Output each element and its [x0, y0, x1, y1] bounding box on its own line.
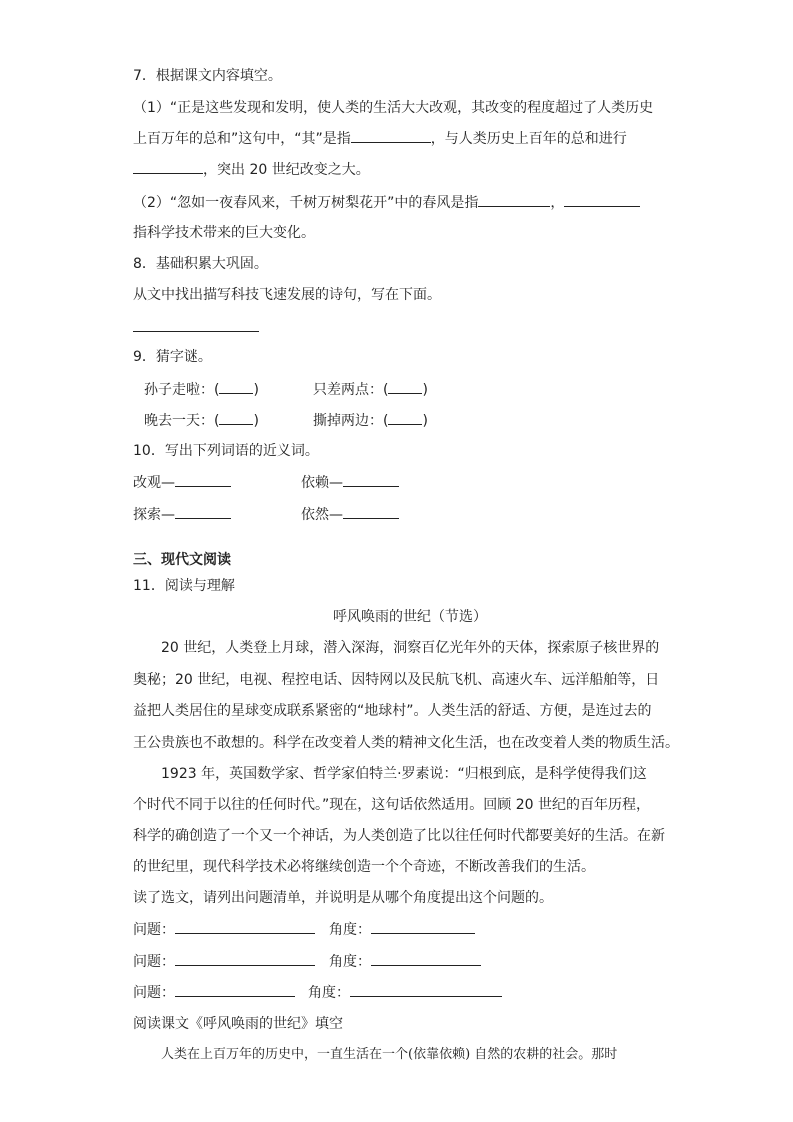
fill-blank-q7-2[interactable] — [133, 159, 203, 174]
q7-part1-text-a: 上百万年的总和”这句中，“其”是指 — [133, 131, 351, 147]
angle-row-2 — [329, 951, 481, 972]
synonym-4 — [301, 504, 399, 525]
synonym-3-blank[interactable] — [175, 504, 231, 519]
para1-line2: 奥秘；20 世纪，电视、程控电话、因特网以及民航飞机、高速火车、远洋船舶等，日 — [133, 672, 660, 688]
q7-title: 7．根据课文内容填空。 — [133, 68, 282, 84]
q9-title: 9．猜字谜。 — [133, 349, 212, 365]
angle-blank-3[interactable] — [350, 982, 502, 997]
angle-label: 角度： — [308, 985, 350, 1001]
question-blank-1[interactable] — [175, 919, 315, 934]
q7-part2-comma: ， — [550, 195, 565, 211]
riddle-4-text: 撕掉两边：( — [313, 413, 389, 429]
q7-part1-text-b: ，与人类历史上百年的总和进行 — [430, 131, 627, 147]
angle-row-1 — [329, 919, 475, 940]
question-label: 问题： — [133, 985, 175, 1001]
question-blank-2[interactable] — [175, 951, 315, 966]
q8-answer-line[interactable] — [133, 331, 259, 332]
passage-title: 呼风唤雨的世纪（节选） — [333, 609, 487, 625]
q7-part1-text-c: ，突出 20 世纪改变之大。 — [203, 162, 370, 178]
synonym-4-blank[interactable] — [343, 504, 399, 519]
riddle-4-blank[interactable] — [388, 410, 422, 425]
synonym-1 — [133, 472, 231, 493]
fill-line: 人类在上百万年的历史中，一直生活在一个(依靠依赖) 自然的农耕的社会。那时 — [161, 1047, 618, 1062]
riddle-2-blank[interactable] — [388, 379, 422, 394]
q10-title: 10．写出下列词语的近义词。 — [133, 443, 319, 459]
synonym-1-blank[interactable] — [175, 472, 231, 487]
angle-blank-2[interactable] — [371, 951, 481, 966]
angle-row-3 — [308, 982, 502, 1003]
q7-part2-text: （2）“忽如一夜春风来，千树万树梨花开”中的春风是指 — [133, 195, 479, 211]
question-blank-3[interactable] — [175, 982, 295, 997]
angle-label: 角度： — [329, 954, 371, 970]
riddle-2-text: 只差两点：( — [313, 382, 389, 398]
riddle-2-close: ) — [422, 382, 428, 398]
q7-part1-line2 — [133, 128, 627, 149]
fill-title: 阅读课文《呼风唤雨的世纪》填空 — [133, 1016, 343, 1032]
q7-part2-line2: 指科学技术带来的巨大变化。 — [133, 225, 315, 241]
q11-task: 读了选文，请列出问题清单，并说明是从哪个角度提出这个问题的。 — [133, 890, 553, 906]
synonym-3 — [133, 504, 231, 525]
question-row-3 — [133, 982, 295, 1003]
para2-line3: 科学的确创造了一个又一个神话，为人类创造了比以往任何时代都要美好的生活。在新 — [133, 828, 665, 844]
q7-part2-line1 — [133, 192, 640, 213]
para1-line3: 益把人类居住的星球变成联系紧密的“地球村”。人类生活的舒适、方便，是连过去的 — [133, 703, 652, 719]
question-label: 问题： — [133, 954, 175, 970]
riddle-4 — [313, 410, 428, 431]
para2-line2: 个时代不同于以往的任何时代。”现在，这句话依然适用。回顾 20 世纪的百年历程， — [133, 797, 650, 813]
fill-blank-q7-3[interactable] — [478, 192, 550, 207]
riddle-3-text: 晚去一天：( — [144, 413, 220, 429]
fill-blank-q7-4[interactable] — [564, 192, 640, 207]
riddle-3-close: ) — [253, 413, 259, 429]
riddle-1-close: ) — [253, 382, 259, 398]
para2-line1: 1923 年，英国数学家、哲学家伯特兰·罗素说：“归根到底，是科学使得我们这 — [161, 766, 647, 782]
question-row-1 — [133, 919, 315, 940]
synonym-1-word: 改观— — [133, 475, 175, 491]
riddle-1-blank[interactable] — [219, 379, 253, 394]
para2-line4: 的世纪里，现代科学技术必将继续创造一个个奇迹，不断改善我们的生活。 — [133, 859, 595, 875]
question-row-2 — [133, 951, 315, 972]
section-heading: 三、现代文阅读 — [133, 552, 231, 568]
synonym-2-blank[interactable] — [343, 472, 399, 487]
para1-line4: 王公贵族也不敢想的。科学在改变着人类的精神文化生活，也在改变着人类的物质生活。 — [133, 735, 679, 751]
q7-part1-line1: （1）“正是这些发现和发明，使人类的生活大大改观，其改变的程度超过了人类历史 — [133, 100, 654, 116]
riddle-1 — [144, 379, 259, 400]
q8-prompt: 从文中找出描写科技飞速发展的诗句，写在下面。 — [133, 287, 441, 303]
riddle-1-text: 孙子走啦：( — [144, 382, 220, 398]
riddle-3-blank[interactable] — [219, 410, 253, 425]
synonym-4-word: 依然— — [301, 507, 343, 523]
riddle-4-close: ) — [422, 413, 428, 429]
synonym-2-word: 依赖— — [301, 475, 343, 491]
q8-title: 8．基础积累大巩固。 — [133, 256, 268, 272]
question-label: 问题： — [133, 922, 175, 938]
fill-blank-q7-1[interactable] — [351, 128, 431, 143]
synonym-3-word: 探索— — [133, 507, 175, 523]
angle-label: 角度： — [329, 922, 371, 938]
angle-blank-1[interactable] — [371, 919, 475, 934]
q7-part1-line3 — [133, 159, 370, 180]
riddle-3 — [144, 410, 259, 431]
riddle-2 — [313, 379, 428, 400]
synonym-2 — [301, 472, 399, 493]
para1-line1: 20 世纪，人类登上月球，潜入深海，洞察百亿光年外的天体，探索原子核世界的 — [161, 640, 660, 656]
q11-title: 11．阅读与理解 — [133, 578, 235, 594]
